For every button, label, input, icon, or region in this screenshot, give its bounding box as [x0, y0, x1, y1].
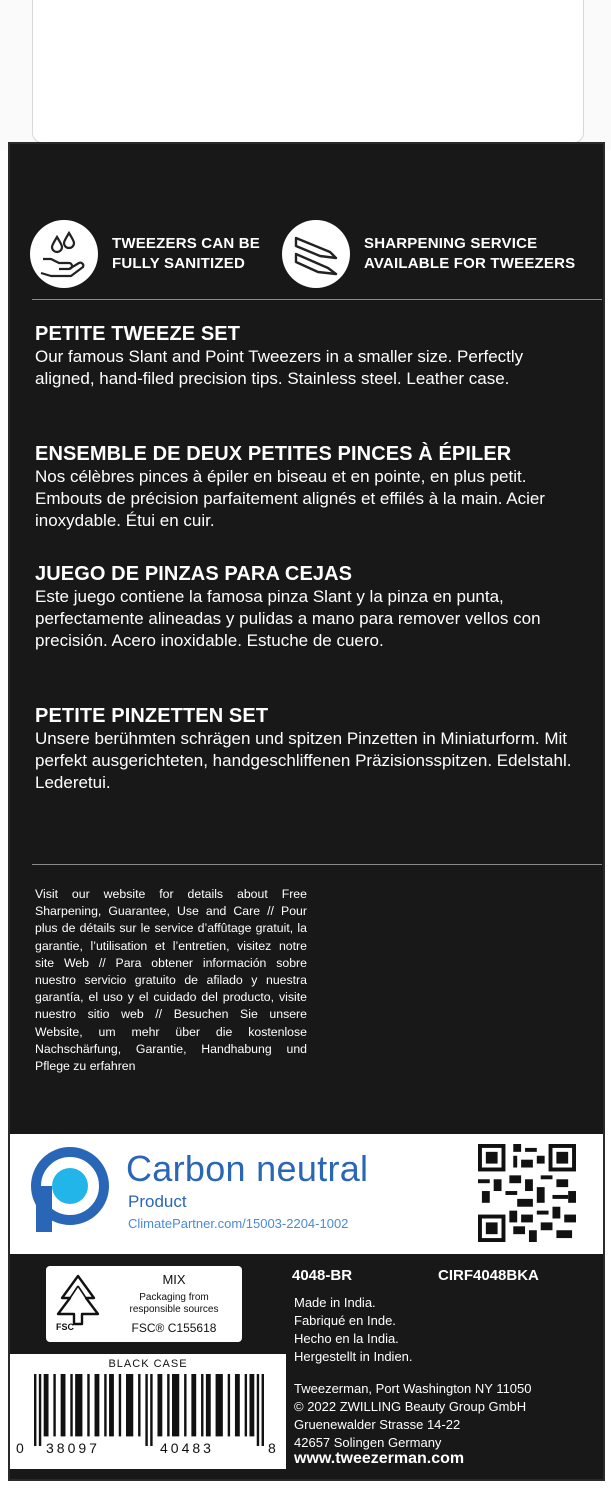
company-address: Tweezerman, Port Washington NY 11050 © 2022 ZWILLING Beauty Group GmbH Gruenewalder Strasse 14-22 42657 Solingen Germany — [294, 1381, 532, 1450]
case-color-label: BLACK CASE — [108, 1358, 188, 1370]
carbon-neutral-band — [10, 1134, 603, 1254]
desc-french — [35, 442, 575, 532]
barcode-digit: 8 — [268, 1440, 276, 1456]
fsc-source-text: Packaging from responsible sources — [129, 1292, 219, 1315]
desc-english — [35, 322, 575, 390]
climate-partner-logo-icon — [28, 1144, 112, 1236]
desc-title: PETITE PINZETTEN SET — [35, 705, 269, 727]
package-back-panel — [8, 142, 605, 1481]
care-info-text: Visit our website for details about Free Sharpening, Guarantee, Use and Care // Pour plus de détails sur le service d’affûtage gratuit, la garantie, l’utilisation et l’entretien, visitez notre site Web // Para obtener información sobre nuestro servicio gratuito de afilado y nuestra garantía, el uso y el cuidado del producto, visite nuestro sitio web // Besuchen Sie unsere Website, um mehr über die kostenlose Nachschärfung, Garantie, Handhabung und Pflege zu erfahren — [35, 887, 307, 1074]
barcode-bars-icon — [34, 1374, 264, 1446]
qr-code-icon[interactable] — [478, 1144, 576, 1242]
fsc-mix-label: MIX — [162, 1272, 186, 1287]
made-in-list: Made in India. Fabriqué en Inde. Hecho en la India. Hergestellt in Indien. — [294, 1295, 413, 1364]
barcode-digit: 38097 — [46, 1440, 100, 1456]
fsc-code: FSC® C155618 — [131, 1321, 217, 1335]
divider — [32, 299, 602, 300]
carbon-neutral-title: Carbon neutral — [126, 1148, 369, 1189]
model-number: 4048-BR — [292, 1267, 353, 1284]
carbon-neutral-subtitle: Product — [128, 1192, 187, 1211]
desc-body: Unsere berühmten schrägen und spitzen Pinzetten in Miniaturform. Mit perfekt ausgerichteten, handgeschliffenen Präzisionsspitzen. Edelstahl. Lederetui. — [35, 729, 572, 792]
desc-german — [35, 704, 575, 794]
fsc-logo-label: FSC — [56, 1322, 74, 1332]
hang-tab — [0, 0, 611, 150]
hands-droplets-icon — [30, 220, 98, 288]
desc-body: Nos célèbres pinces à épiler en biseau et en pointe, en plus petit. Embouts de précision parfaitement alignés et effilés à la main. Acier inoxydable. Étui en cuir. — [35, 467, 545, 530]
desc-title: JUEGO DE PINZAS PARA CEJAS — [35, 563, 353, 585]
barcode-digit: 0 — [16, 1440, 24, 1456]
fsc-certification — [46, 1266, 242, 1342]
feature-sharpening-text: SHARPENING SERVICE AVAILABLE FOR TWEEZERS — [364, 235, 576, 272]
barcode-digit: 40483 — [160, 1440, 214, 1456]
desc-title: PETITE TWEEZE SET — [35, 323, 241, 345]
desc-title: ENSEMBLE DE DEUX PETITES PINCES À ÉPILER — [35, 443, 512, 465]
feature-sanitized-text: TWEEZERS CAN BE FULLY SANITIZED — [112, 235, 261, 272]
website-link[interactable]: www.tweezerman.com — [294, 1450, 465, 1467]
divider — [32, 864, 602, 865]
product-code: CIRF4048BKA — [438, 1267, 539, 1284]
desc-spanish — [35, 562, 575, 652]
barcode — [10, 1354, 286, 1469]
feature-sharpening — [282, 214, 594, 294]
desc-body: Este juego contiene la famosa pinza Slant y la pinza en punta, perfectamente alineadas y pulidas a mano para remover vellos con precisión. Acero inoxidable. Estuche de cuero. — [35, 587, 541, 650]
hang-card — [32, 0, 584, 143]
climate-partner-url[interactable]: ClimatePartner.com/15003-2204-1002 — [128, 1216, 349, 1231]
desc-body: Our famous Slant and Point Tweezers in a smaller size. Perfectly aligned, hand-filed precision tips. Stainless steel. Leather case. — [35, 347, 524, 388]
tweezer-tips-icon — [282, 220, 350, 288]
